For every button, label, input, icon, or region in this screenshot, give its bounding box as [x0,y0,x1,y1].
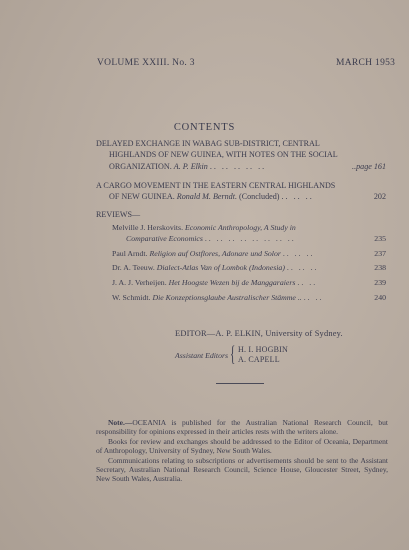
assistant-editor-name: H. I. HOGBIN [238,345,288,354]
review-author: Melville J. Herskovits. [112,223,184,232]
dot-leaders: .. .. .. [282,249,315,258]
review-author: Dr. A. Teeuw. [112,263,155,272]
note-paragraph [96,418,388,437]
review-author: Paul Arndt. [112,249,148,258]
review-line [112,293,386,304]
review-author: W. Schmidt. [112,293,151,302]
review-entry [112,293,386,304]
article-author: A. P. Elkin [173,161,208,171]
review-line [112,234,386,245]
assistant-editors-names [238,345,288,364]
note-text: OCEANIA is published for the Australian National Research Council, but responsibility for opinions expressed in their articles rests with the writers alone. [96,418,388,437]
page-number: 202 [373,192,386,202]
page-number: 237 [374,249,386,258]
contents-heading: CONTENTS [173,122,236,133]
page-number: 238 [374,263,386,272]
editor-line: EDITOR—A. P. ELKIN, University of Sydney. [175,329,343,338]
review-entry [112,278,386,289]
review-entry [112,263,386,274]
review-title: Economic Anthropology, A Study in [185,223,296,232]
article-title-line: HIGHLANDS OF NEW GUINEA, WITH NOTES ON THE SOCIAL [109,150,338,160]
books-paragraph: Books for review and exchanges should be addressed to the Editor of Oceania, Department of Anthropology, University of Sydney, New South Wales. [96,436,388,456]
dot-leaders: .. .. [303,293,324,302]
review-author: J. A. J. Verheijen. [112,278,167,287]
review-title-cont: Comparative Economics [126,233,203,243]
issue-date: MARCH 1953 [336,58,396,68]
article-title-line: ORGANIZATION. [109,161,172,171]
contents-entry-cargo [96,180,386,203]
dot-leaders: .. .. .. .. .. [209,161,267,171]
review-entry [112,223,386,244]
dot-leaders: .. .. .. .. .. .. .. .. [204,233,296,243]
dot-leaders: .. .. [297,278,318,287]
article-author: Ronald M. Berndt. [176,192,237,202]
dot-leaders: .. .. .. [281,192,314,202]
reviews-heading: REVIEWS— [96,210,141,219]
page-number: 235 [374,233,386,243]
review-line [112,249,386,260]
article-title-last-line [96,191,386,202]
review-line [112,278,386,289]
page-number: ..page 161 [352,161,386,171]
review-line [112,263,386,274]
article-note: (Concluded) [239,192,280,202]
review-line [112,223,386,234]
assistant-editor-name: A. CAPELL [238,354,280,364]
publication-notes [96,418,388,484]
review-title: Dialect-Atlas Van of Lombok (Indonesia) [156,263,285,272]
article-title-line: A CARGO MOVEMENT IN THE EASTERN CENTRAL HIGHLANDS [96,181,336,190]
communications-paragraph: Communications relating to subscriptions or advertisements should be sent to the Assistant Secretary, Australian National Research Council, Science House, Gloucester Street, Sydney, New South Wales, Australia. [96,455,388,484]
contents-entry-wabag [96,138,386,172]
review-entry [112,249,386,260]
divider-rule [216,383,264,384]
article-title-last-line [96,161,386,172]
article-title-line: DELAYED EXCHANGE IN WABAG SUB-DISTRICT, CENTRAL [96,139,320,148]
dot-leaders: .. .. .. [286,263,319,272]
review-title: Religion auf Ostflores, Adonare und Solor [149,249,281,258]
review-title: Die Konzeptionsglaube Australischer Stämme .. [152,293,302,302]
note-label: Note.— [108,418,133,427]
review-title: Het Hoogste Wezen bij de Manggaraiers [168,278,296,287]
page-number: 239 [374,278,386,287]
volume-number: VOLUME XXIII. No. 3 [97,58,195,68]
page-number: 240 [374,293,386,302]
assistant-editors-label: Assistant Editors [175,351,229,360]
brace-glyph: { [230,341,236,366]
article-title-line: OF NEW GUINEA. [109,192,175,202]
